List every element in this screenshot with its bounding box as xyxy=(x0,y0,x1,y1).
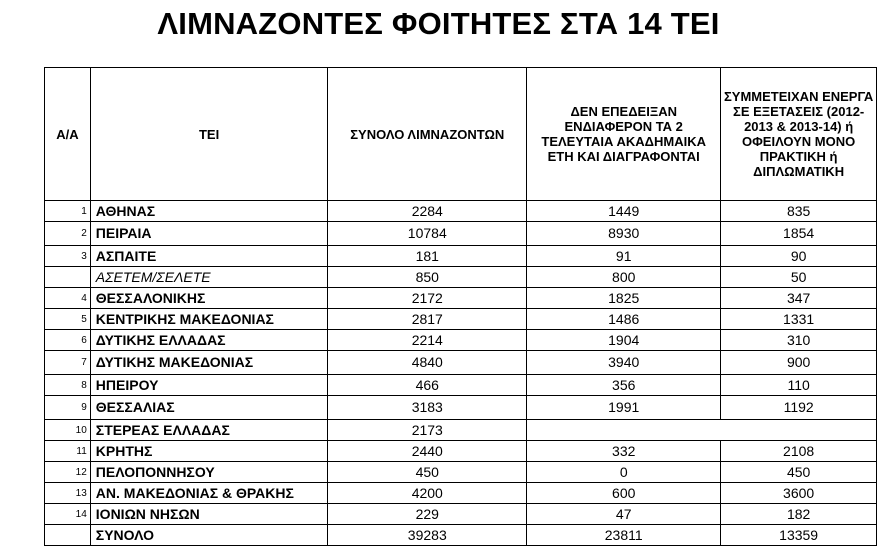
no-interest-cell: 1486 xyxy=(527,309,721,330)
total-cell: 10784 xyxy=(328,222,527,246)
active-cell: 347 xyxy=(721,288,877,309)
tei-name: ΣΤΕΡΕΑΣ ΕΛΛΑΔΑΣ xyxy=(90,420,328,441)
header-aa: Α/Α xyxy=(45,68,91,201)
row-number xyxy=(45,267,91,288)
tei-name: ΠΕΛΟΠΟΝΝΗΣΟΥ xyxy=(90,462,328,483)
total-cell: 2173 xyxy=(328,420,527,441)
totals-label: ΣΥΝΟΛΟ xyxy=(90,525,328,546)
header-active: ΣΥΜΜΕΤΕΙΧΑΝ ΕΝΕΡΓΑ ΣΕ ΕΞΕΤΑΣΕΙΣ (2012-2013 & 2013-14) ή ΟΦΕΙΛΟΥΝ ΜΟΝΟ ΠΡΑΚΤΙΚΗ ή ΔΙΠΛΩΜΑΤΙΚΗ xyxy=(721,68,877,201)
total-cell: 2284 xyxy=(328,201,527,222)
active-cell: 90 xyxy=(721,246,877,267)
table-body xyxy=(45,201,877,546)
total-cell: 4840 xyxy=(328,351,527,375)
page-title: ΛΙΜΝΑΖΟΝΤΕΣ ΦΟΙΤΗΤΕΣ ΣΤΑ 14 ΤΕΙ xyxy=(157,6,720,41)
row-number: 14 xyxy=(45,504,91,525)
no-interest-cell: 1904 xyxy=(527,330,721,351)
row-number: 1 xyxy=(45,201,91,222)
row-number: 8 xyxy=(45,375,91,396)
no-interest-cell: 800 xyxy=(527,267,721,288)
totals-row-number xyxy=(45,525,91,546)
tei-name: ΑΣΠΑΙΤΕ xyxy=(90,246,328,267)
active-cell: 182 xyxy=(721,504,877,525)
no-interest-cell: 3940 xyxy=(527,351,721,375)
row-number: 3 xyxy=(45,246,91,267)
total-cell: 2817 xyxy=(328,309,527,330)
table-header-row xyxy=(45,68,877,201)
tei-name: ΔΥΤΙΚΗΣ ΜΑΚΕΔΟΝΙΑΣ xyxy=(90,351,328,375)
table-row xyxy=(45,483,877,504)
table-row xyxy=(45,441,877,462)
no-interest-cell: 356 xyxy=(527,375,721,396)
tei-name: ΠΕΙΡΑΙΑ xyxy=(90,222,328,246)
totals-row xyxy=(45,525,877,546)
no-interest-cell: 600 xyxy=(527,483,721,504)
tei-name: ΑΘΗΝΑΣ xyxy=(90,201,328,222)
table-row xyxy=(45,246,877,267)
header-no-interest: ΔΕΝ ΕΠΕΔΕΙΞΑΝ ΕΝΔΙΑΦΕΡΟΝ ΤΑ 2 ΤΕΛΕΥΤΑΙΑ ΑΚΑΔΗΜΑΙΚΑ ΕΤΗ ΚΑΙ ΔΙΑΓΡΑΦΟΝΤΑΙ xyxy=(527,68,721,201)
total-cell: 466 xyxy=(328,375,527,396)
no-interest-cell: 91 xyxy=(527,246,721,267)
total-cell: 3183 xyxy=(328,396,527,420)
tei-name: ΚΕΝΤΡΙΚΗΣ ΜΑΚΕΔΟΝΙΑΣ xyxy=(90,309,328,330)
row-number: 2 xyxy=(45,222,91,246)
no-interest-cell: 0 xyxy=(527,462,721,483)
header-tei: ΤΕΙ xyxy=(90,68,328,201)
no-interest-cell: 1825 xyxy=(527,288,721,309)
table-row xyxy=(45,222,877,246)
active-cell: 450 xyxy=(721,462,877,483)
no-interest-cell: 8930 xyxy=(527,222,721,246)
no-interest-cell: 332 xyxy=(527,441,721,462)
row-number: 12 xyxy=(45,462,91,483)
header-total: ΣΥΝΟΛΟ ΛΙΜΝΑΖΟΝΤΩΝ xyxy=(328,68,527,201)
total-cell: 229 xyxy=(328,504,527,525)
total-cell: 850 xyxy=(328,267,527,288)
active-cell: 50 xyxy=(721,267,877,288)
row-number: 7 xyxy=(45,351,91,375)
total-cell: 181 xyxy=(328,246,527,267)
tei-name: ΙΟΝΙΩΝ ΝΗΣΩΝ xyxy=(90,504,328,525)
table-row xyxy=(45,420,877,441)
table-row xyxy=(45,201,877,222)
table-row xyxy=(45,330,877,351)
no-interest-cell: 1449 xyxy=(527,201,721,222)
row-number: 9 xyxy=(45,396,91,420)
active-cell: 835 xyxy=(721,201,877,222)
tei-name: ΘΕΣΣΑΛΟΝΙΚΗΣ xyxy=(90,288,328,309)
table-row xyxy=(45,462,877,483)
active-cell: 2108 xyxy=(721,441,877,462)
total-cell: 4200 xyxy=(328,483,527,504)
active-cell: 1192 xyxy=(721,396,877,420)
students-table xyxy=(44,67,877,546)
row-number: 4 xyxy=(45,288,91,309)
totals-total: 39283 xyxy=(328,525,527,546)
tei-name: ΔΥΤΙΚΗΣ ΕΛΛΑΔΑΣ xyxy=(90,330,328,351)
row-number: 11 xyxy=(45,441,91,462)
total-cell: 450 xyxy=(328,462,527,483)
active-cell: 1331 xyxy=(721,309,877,330)
tei-name: ΑΝ. ΜΑΚΕΔΟΝΙΑΣ & ΘΡΑΚΗΣ xyxy=(90,483,328,504)
totals-active: 13359 xyxy=(721,525,877,546)
active-cell: 900 xyxy=(721,351,877,375)
tei-name: ΑΣΕΤΕΜ/ΣΕΛΕΤΕ xyxy=(90,267,328,288)
tei-name: ΗΠΕΙΡΟΥ xyxy=(90,375,328,396)
total-cell: 2440 xyxy=(328,441,527,462)
row-number: 5 xyxy=(45,309,91,330)
tei-name: ΚΡΗΤΗΣ xyxy=(90,441,328,462)
table-row xyxy=(45,504,877,525)
no-interest-cell: 1991 xyxy=(527,396,721,420)
total-cell: 2214 xyxy=(328,330,527,351)
row-number: 13 xyxy=(45,483,91,504)
row-number: 10 xyxy=(45,420,91,441)
empty-merged-cell xyxy=(527,420,877,441)
totals-no-interest: 23811 xyxy=(527,525,721,546)
table-row xyxy=(45,267,877,288)
total-cell: 2172 xyxy=(328,288,527,309)
tei-name: ΘΕΣΣΑΛΙΑΣ xyxy=(90,396,328,420)
active-cell: 310 xyxy=(721,330,877,351)
table-row xyxy=(45,375,877,396)
row-number: 6 xyxy=(45,330,91,351)
table-row xyxy=(45,309,877,330)
active-cell: 1854 xyxy=(721,222,877,246)
no-interest-cell: 47 xyxy=(527,504,721,525)
active-cell: 110 xyxy=(721,375,877,396)
table-row xyxy=(45,351,877,375)
table-row xyxy=(45,288,877,309)
active-cell: 3600 xyxy=(721,483,877,504)
table-row xyxy=(45,396,877,420)
